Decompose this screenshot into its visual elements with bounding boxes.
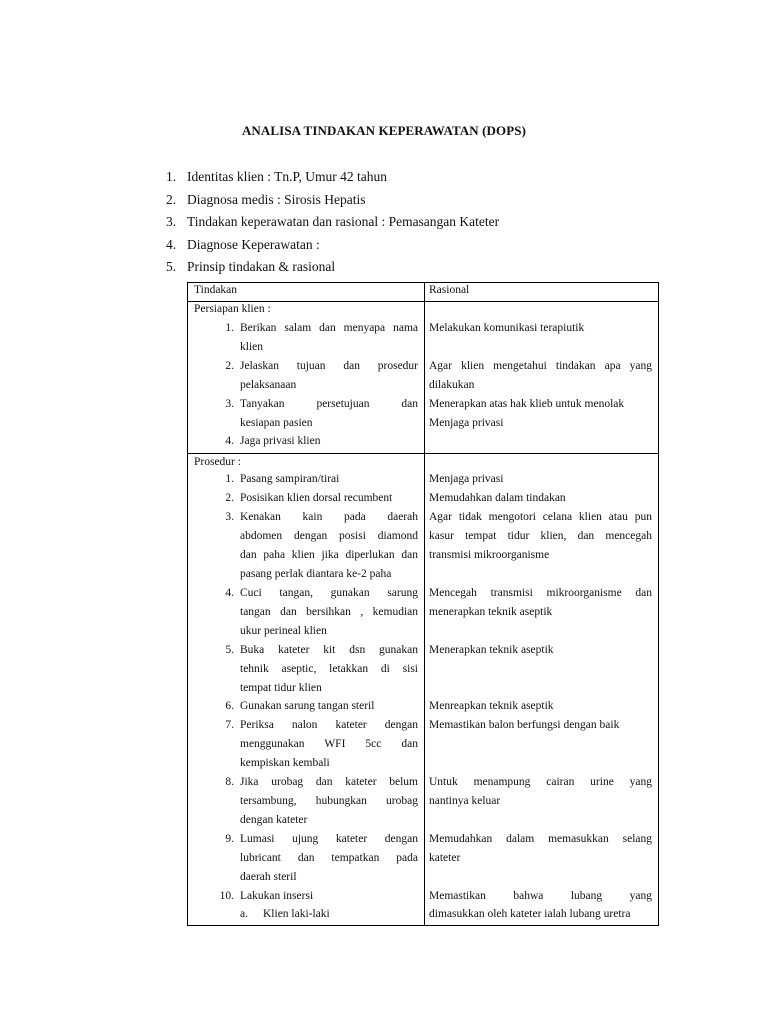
item-number: 3. [225,511,234,523]
tindakan-line: Kenakan kain pada daerah [240,511,418,523]
tindakan-line: tempat tidur klien [240,682,322,694]
rasional-line: Menreapkan teknik aseptik [429,700,554,712]
section-heading-prosedur: Prosedur : [194,456,241,468]
list-text: Tindakan keperawatan dan rasional : Pemasangan Kateter [187,214,500,230]
rasional-line: Agar klien mengetahui tindakan apa yang [429,360,652,372]
info-list [166,166,666,279]
tindakan-line: dan paha klien jika diperlukan dan [240,549,418,561]
list-text: Prinsip tindakan & rasional [187,259,336,275]
tindakan-line: Buka kateter kit dsn gunakan [240,644,418,656]
tindakan-line: Cuci tangan, gunakan sarung [240,587,418,599]
column-header-rasional: Rasional [429,284,470,296]
tindakan-line: kempiskan kembali [240,757,330,769]
list-text: Identitas klien : Tn.P, Umur 42 tahun [187,169,387,185]
rasional-line: Menerapkan atas hak klieb untuk menolak [429,398,625,410]
list-number: 4. [166,236,177,252]
tindakan-line: abdomen dengan posisi diamond [240,530,418,542]
item-number: 8. [225,776,234,788]
item-number: 1. [225,322,234,334]
item-number: 1. [225,473,234,485]
rasional-line: Agar tidak mengotori celana klien atau pun [429,511,652,523]
tindakan-line: Jaga privasi klien [240,435,321,447]
item-number: 9. [225,833,234,845]
dops-table [187,282,659,926]
tindakan-line: tangan dan bersihkan , kemudian [240,606,418,618]
tindakan-line: kesiapan pasien [240,417,313,429]
section-divider [188,453,658,454]
tindakan-line: pasang perlak diantara ke-2 paha [240,568,392,580]
item-number: 7. [225,719,234,731]
rasional-line: dimasukkan oleh kateter ialah lubang uretra [429,908,631,920]
item-number: 4. [225,587,234,599]
item-number: 10. [219,890,234,902]
rasional-line: Memudahkan dalam memasukkan selang [429,833,652,845]
tindakan-line: ukur perineal klien [240,625,327,637]
item-number: 3. [225,398,234,410]
item-number: 6. [225,700,234,712]
item-number: 2. [225,360,234,372]
rasional-line: Menjaga privasi [429,473,504,485]
rasional-line: Menerapkan teknik aseptik [429,644,554,656]
rasional-line: Memastikan bahwa lubang yang [429,890,652,902]
tindakan-line: Berikan salam dan menyapa nama [240,322,418,334]
list-item [166,211,666,234]
list-item [166,256,666,279]
tindakan-line: Lakukan insersi [240,890,314,902]
rasional-line: kateter [429,852,461,864]
rasional-line: Mencegah transmisi mikroorganisme dan [429,587,652,599]
tindakan-line: Jelaskan tujuan dan prosedur [240,360,418,372]
subitem-text: Klien laki-laki [263,908,330,920]
tindakan-line: daerah steril [240,871,297,883]
item-number: 4. [225,435,234,447]
tindakan-line: Pasang sampiran/tirai [240,473,340,485]
list-item [166,189,666,212]
tindakan-line: dengan kateter [240,814,308,826]
list-item [166,234,666,257]
item-number: 5. [225,644,234,656]
rasional-line: dilakukan [429,379,475,391]
item-number: 2. [225,492,234,504]
list-text: Diagnosa medis : Sirosis Hepatis [187,191,366,207]
rasional-line: transmisi mikroorganisme [429,549,550,561]
rasional-line: menerapkan teknik aseptik [429,606,553,618]
subitem-letter: a. [240,908,248,920]
rasional-line: Memastikan balon berfungsi dengan baik [429,719,620,731]
rasional-line: kasur tempat tidur klien, dan mencegah [429,530,652,542]
section-heading-persiapan: Persiapan klien : [194,303,271,315]
column-divider [424,283,425,925]
list-text: Diagnose Keperawatan : [187,236,320,252]
list-number: 3. [166,214,177,230]
tindakan-line: tehnik aseptic, letakkan di sisi [240,663,418,675]
rasional-line: Menjaga privasi [429,417,504,429]
tindakan-line: Periksa nalon kateter dengan [240,719,418,731]
rasional-line: Memudahkan dalam tindakan [429,492,566,504]
tindakan-line: menggunakan WFI 5cc dan [240,738,418,750]
rasional-line: nantinya keluar [429,795,501,807]
tindakan-line: pelaksanaan [240,379,297,391]
tindakan-line: tersambung, hubungkan urobag [240,795,418,807]
rasional-line: Untuk menampung cairan urine yang [429,776,652,788]
tindakan-line: Tanyakan persetujuan dan [240,398,418,410]
tindakan-line: Lumasi ujung kateter dengan [240,833,418,845]
list-number: 1. [166,169,177,185]
list-number: 5. [166,259,177,275]
tindakan-line: Posisikan klien dorsal recumbent [240,492,393,504]
list-item [166,166,666,189]
list-number: 2. [166,191,177,207]
tindakan-line: lubricant dan tempatkan pada [240,852,418,864]
tindakan-line: klien [240,341,263,353]
tindakan-line: Gunakan sarung tangan steril [240,700,375,712]
page-title: ANALISA TINDAKAN KEPERAWATAN (DOPS) [241,123,527,138]
tindakan-line: Jika urobag dan kateter belum [240,776,418,788]
rasional-line: Melakukan komunikasi terapiutik [429,322,585,334]
column-header-tindakan: Tindakan [194,284,238,296]
